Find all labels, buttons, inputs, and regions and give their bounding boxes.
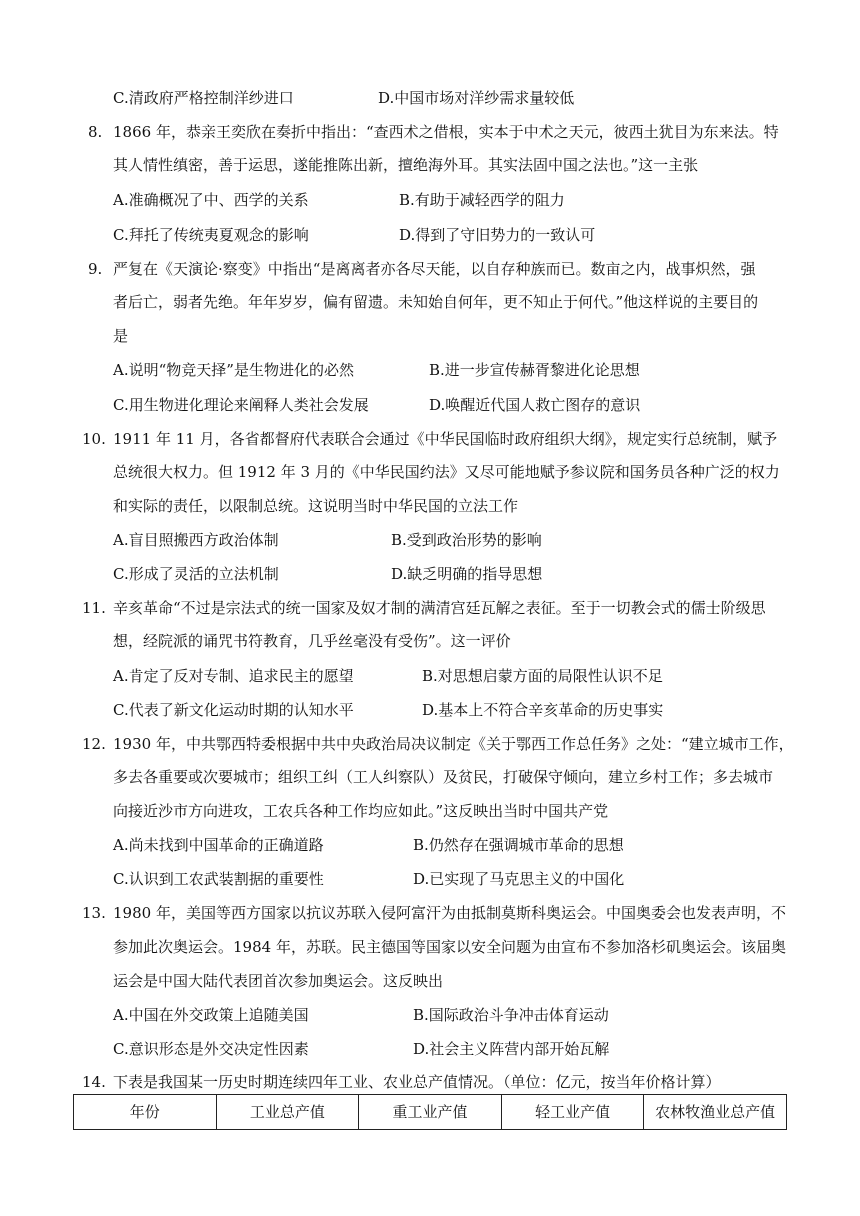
q7-option-d: D.中国市场对洋纱需求量较低 — [378, 89, 575, 107]
q9-option-b: B.进一步宣传赫胥黎进化论思想 — [429, 361, 640, 379]
q11-option-a: A.肯定了反对专制、追求民主的愿望 — [113, 667, 354, 685]
q9-stem-line-1: 严复在《天演论·察变》中指出“是离离者亦各尽天能，以自存种族而已。数亩之内，战事炽然，强 — [113, 260, 756, 278]
q9-number: 9. — [88, 260, 103, 278]
q13-option-d: D.社会主义阵营内部开始瓦解 — [413, 1040, 610, 1058]
table-header-cell: 工业总产值 — [216, 1095, 359, 1130]
q12-option-c: C.认识到工农武装割据的重要性 — [113, 870, 324, 888]
q8-stem-line-1: 1866 年，恭亲王奕欣在奏折中指出：“查西术之借根，实本于中术之天元，彼西土犹目为东来法。特 — [113, 123, 779, 141]
q8-option-a: A.准确概况了中、西学的关系 — [113, 191, 309, 209]
q11-stem-line-1: 辛亥革命“不过是宗法式的统一国家及奴才制的满清宫廷瓦解之表征。至于一切教会式的儒士阶级思 — [113, 599, 766, 617]
q13-option-b: B.国际政治斗争冲击体育运动 — [413, 1006, 609, 1024]
q7-option-c: C.清政府严格控制洋纱进口 — [113, 89, 294, 107]
q8-option-c: C.拜托了传统夷夏观念的影响 — [113, 226, 309, 244]
q13-option-c: C.意识形态是外交决定性因素 — [113, 1040, 309, 1058]
q12-number: 12. — [82, 735, 106, 753]
q9-option-d: D.唤醒近代国人救亡图存的意识 — [429, 396, 641, 414]
q12-option-d: D.已实现了马克思主义的中国化 — [413, 870, 625, 888]
q13-stem-line-1: 1980 年，美国等西方国家以抗议苏联入侵阿富汗为由抵制莫斯科奥运会。中国奥委会也发表声明，不 — [113, 904, 786, 922]
q10-option-d: D.缺乏明确的指导思想 — [391, 565, 543, 583]
table-header-cell: 年份 — [74, 1095, 217, 1130]
q11-number: 11. — [82, 599, 106, 617]
q14-number: 14. — [82, 1073, 106, 1091]
q14-stem-line-1: 下表是我国某一历史时期连续四年工业、农业总产值情况。（单位：亿元，按当年价格计算） — [113, 1073, 721, 1091]
table-header-cell: 重工业产值 — [359, 1095, 502, 1130]
q10-stem-line-2: 总统很大权力。但 1912 年 3 月的《中华民国约法》又尽可能地赋予参议院和国务员各种广泛的权力 — [113, 463, 780, 481]
q12-option-a: A.尚未找到中国革命的正确道路 — [113, 836, 324, 854]
table-header-row — [74, 1095, 787, 1130]
q11-option-c: C.代表了新文化运动时期的认知水平 — [113, 701, 354, 719]
q12-stem-line-2: 多去各重要或次要城市；组织工纠（工人纠察队）及贫民，打破保守倾向，建立乡村工作；多去城市 — [113, 768, 774, 786]
q8-stem-line-2: 其人情性缜密，善于运思，遂能推陈出新，擅绝海外耳。其实法固中国之法也。”这一主张 — [113, 156, 699, 174]
q10-option-b: B.受到政治形势的影响 — [391, 531, 542, 549]
q11-option-d: D.基本上不符合辛亥革命的历史事实 — [422, 701, 664, 719]
q10-stem-line-3: 和实际的责任，以限制总统。这说明当时中华民国的立法工作 — [113, 497, 519, 515]
q13-number: 13. — [82, 904, 106, 922]
q8-option-b: B.有助于减轻西学的阻力 — [399, 191, 565, 209]
q13-option-a: A.中国在外交政策上追随美国 — [113, 1006, 309, 1024]
q12-option-b: B.仍然存在强调城市革命的思想 — [413, 836, 624, 854]
q11-stem-line-2: 想，经院派的诵咒书符教育，几乎丝毫没有受伤”。这一评价 — [113, 632, 511, 650]
q12-stem-line-3: 向接近沙市方向进攻，工农兵各种工作均应如此。”这反映出当时中国共产党 — [113, 802, 609, 820]
q10-option-c: C.形成了灵活的立法机制 — [113, 565, 279, 583]
q9-stem-line-3: 是 — [113, 327, 129, 345]
q13-stem-line-2: 参加此次奥运会。1984 年，苏联。民主德国等国家以安全问题为由宣布不参加洛杉矶奥运会。该届奥 — [113, 938, 786, 956]
q10-option-a: A.盲目照搬西方政治体制 — [113, 531, 279, 549]
q8-number: 8. — [88, 123, 103, 141]
q11-option-b: B.对思想启蒙方面的局限性认识不足 — [422, 667, 663, 685]
q14-data-table — [73, 1094, 787, 1130]
q9-option-a: A.说明“物竞天择”是生物进化的必然 — [113, 361, 354, 379]
q8-option-d: D.得到了守旧势力的一致认可 — [399, 226, 596, 244]
q9-stem-line-2: 者后亡，弱者先绝。年年岁岁，偏有留遗。未知始自何年，更不知止于何代。”他这样说的主要目的 — [113, 293, 759, 311]
table-header-cell: 轻工业产值 — [501, 1095, 644, 1130]
q12-stem-line-1: 1930 年，中共鄂西特委根据中共中央政治局决议制定《关于鄂西工作总任务》之处：“建立城市工作， — [113, 735, 794, 753]
table-header-cell: 农林牧渔业总产值 — [644, 1095, 787, 1130]
q13-stem-line-3: 运会是中国大陆代表团首次参加奥运会。这反映出 — [113, 972, 444, 990]
q10-stem-line-1: 1911 年 11 月，各省都督府代表联合会通过《中华民国临时政府组织大纲》，规定实行总统制，赋予 — [113, 430, 778, 448]
q10-number: 10. — [82, 430, 106, 448]
q9-option-c: C.用生物进化理论来阐释人类社会发展 — [113, 396, 369, 414]
